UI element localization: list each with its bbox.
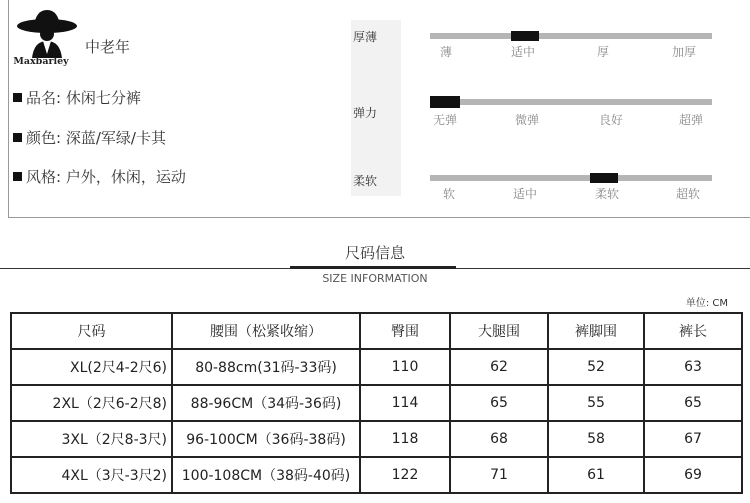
table-cell: 52 [548,349,644,385]
softness-tick: 超软 [676,187,701,201]
table-cell: 63 [644,349,742,385]
elasticity-track [430,99,712,105]
elasticity-tick: 微弹 [515,113,540,127]
bullet-square-icon [13,133,22,142]
column-header: 大腿围 [450,313,548,349]
softness-title: 柔软 [353,174,378,188]
column-header: 尺码 [11,313,172,349]
table-cell: 69 [644,457,742,493]
elasticity-title: 弹力 [353,106,378,120]
softness-tick: 柔软 [595,187,620,201]
thickness-tick: 厚 [597,45,610,59]
bullet-square-icon [13,172,22,181]
column-header: 臀围 [360,313,450,349]
table-cell: 55 [548,385,644,421]
table-cell: 2XL（2尺6-2尺8) [11,385,172,421]
table-cell: 122 [360,457,450,493]
table-cell: 67 [644,421,742,457]
table-cell: 100-108CM（38码-40码) [172,457,360,493]
info-name: 品名: 休闲七分裤 [13,87,141,108]
table-cell: 118 [360,421,450,457]
table-cell: 65 [644,385,742,421]
section-title: 尺码信息 [344,244,405,262]
elasticity-tick: 超弹 [679,113,704,127]
brand-name: Maxbarley [13,56,69,67]
table-cell: 58 [548,421,644,457]
table-row [11,457,742,493]
table-cell: 62 [450,349,548,385]
table-cell: 80-88cm(31码-33码) [172,349,360,385]
table-cell: 110 [360,349,450,385]
table-cell: 61 [548,457,644,493]
table-cell: 114 [360,385,450,421]
table-cell: 68 [450,421,548,457]
column-header: 腰围（松紧收缩） [172,313,360,349]
softness-track [430,175,712,181]
softness-tick: 软 [443,187,456,201]
thickness-tick: 薄 [440,45,453,59]
column-header: 裤脚围 [548,313,644,349]
bullet-square-icon [13,93,22,102]
table-cell: 4XL（3尺-3尺2) [11,457,172,493]
table-row [11,349,742,385]
thickness-track [430,33,712,39]
table-cell: 88-96CM（34码-36码) [172,385,360,421]
table-cell: 71 [450,457,548,493]
table-header-row [11,313,742,349]
thickness-tick: 适中 [511,45,536,59]
softness-tick: 适中 [513,187,538,201]
table-cell: 3XL（2尺8-3尺) [11,421,172,457]
table-cell: 65 [450,385,548,421]
table-cell: 96-100CM（36码-38码) [172,421,360,457]
section-divider-accent [290,266,456,269]
column-header: 裤长 [644,313,742,349]
size-table [10,312,743,494]
table-row [11,421,742,457]
thickness-title: 厚薄 [353,30,378,44]
info-style: 风格: 户外，休闲，运动 [13,166,186,187]
info-color: 颜色: 深蓝/军绿/卡其 [13,127,166,148]
thickness-marker [511,31,539,41]
thickness-tick: 加厚 [672,45,697,59]
tagline: 中老年 [85,38,131,56]
section-subtitle: SIZE INFORMATION [322,272,428,285]
elasticity-tick: 无弹 [433,113,458,127]
unit-label: 单位: CM [685,298,728,309]
elasticity-marker [430,96,460,108]
table-cell: XL(2尺4-2尺6) [11,349,172,385]
elasticity-tick: 良好 [599,113,624,127]
table-row [11,385,742,421]
softness-marker [590,173,618,183]
